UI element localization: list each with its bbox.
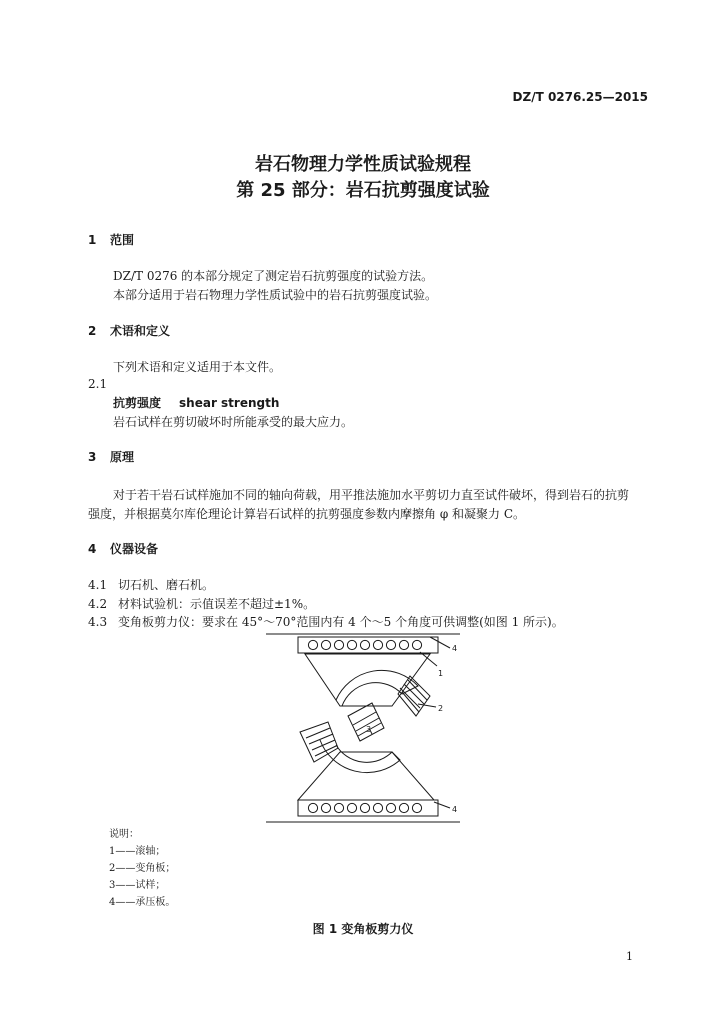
subsection-2-1-number: 2.1 — [88, 377, 108, 391]
top-rollers — [308, 640, 421, 649]
item-text: 切石机、磨石机。 — [118, 578, 215, 592]
section-4-heading — [88, 540, 158, 557]
rock-specimen — [348, 703, 384, 741]
term-definition: 岩石试样在剪切破坏时所能承受的最大应力。 — [113, 415, 354, 429]
item-number: 4.2 — [88, 597, 108, 611]
section-number: 4 — [88, 542, 97, 556]
item-text: 变角板剪力仪：要求在 45°～70°范围内有 4 个～5 个角度可供调整(如图 1 所示)。 — [118, 615, 564, 629]
bottom-bearing-plate — [298, 800, 438, 816]
lower-arc-mount — [320, 740, 400, 773]
page-number: 1 — [626, 950, 633, 963]
term-entry — [113, 394, 279, 411]
legend-item: 1——滚轴； — [109, 846, 166, 857]
figure-legend — [109, 826, 175, 911]
callout-4-bottom: 4 — [452, 805, 458, 814]
section-1-paragraph-1: DZ/T 0276 的本部分规定了测定岩石抗剪强度的试验方法。 — [113, 269, 434, 283]
callout-4-top: 4 — [452, 644, 458, 653]
leader-4-bottom — [434, 802, 450, 808]
page-title-line2: 第 25 部分：岩石抗剪强度试验 — [236, 180, 490, 201]
bottom-rollers — [308, 803, 421, 812]
item-4-1 — [88, 576, 214, 593]
callout-1: 1 — [438, 669, 444, 678]
section-number: 3 — [88, 450, 97, 464]
legend-title: 说明： — [109, 829, 139, 840]
callout-3: 3 — [366, 725, 372, 734]
term-chinese: 抗剪强度 — [113, 396, 162, 410]
section-3-heading — [88, 448, 134, 465]
section-title: 原理 — [110, 450, 135, 464]
section-number: 1 — [88, 233, 97, 247]
term-english: shear strength — [179, 396, 280, 410]
item-number: 4.1 — [88, 578, 108, 592]
section-3-paragraph-line2: 强度，并根据莫尔库伦理论计算岩石试样的抗剪强度参数内摩擦角 φ 和凝聚力 C。 — [88, 507, 526, 521]
page-title-line1: 岩石物理力学性质试验规程 — [255, 154, 471, 175]
section-title: 范围 — [110, 233, 135, 247]
item-4-2 — [88, 595, 315, 612]
top-bearing-plate — [298, 637, 438, 653]
item-4-3 — [88, 613, 564, 630]
shear-apparatus-figure — [260, 630, 470, 830]
callout-2: 2 — [438, 704, 444, 713]
leader-2 — [418, 704, 436, 707]
figure-caption: 图 1 变角板剪力仪 — [312, 922, 414, 936]
legend-item: 4——承压板。 — [109, 897, 176, 908]
leader-4-top — [430, 637, 450, 648]
standard-code: DZ/T 0276.25—2015 — [512, 90, 648, 104]
section-1-paragraph-2: 本部分适用于岩石物理力学性质试验中的岩石抗剪强度试验。 — [113, 288, 438, 302]
legend-item: 2——变角板； — [109, 863, 176, 874]
section-3-paragraph-line1: 对于若干岩石试样施加不同的轴向荷载，用平推法施加水平剪切力直至试件破坏，得到岩石的抗剪 — [113, 488, 630, 502]
lower-sector-hatch — [300, 722, 338, 762]
section-2-heading — [88, 322, 170, 339]
section-title: 术语和定义 — [110, 324, 171, 338]
legend-item: 3——试样； — [109, 880, 166, 891]
section-1-heading — [88, 231, 134, 248]
section-2-paragraph-1: 下列术语和定义适用于本文件。 — [113, 360, 282, 374]
item-number: 4.3 — [88, 615, 108, 629]
section-number: 2 — [88, 324, 97, 338]
item-text: 材料试验机：示值误差不超过±1%。 — [118, 597, 316, 611]
section-title: 仪器设备 — [110, 542, 159, 556]
upper-arc-mount — [336, 670, 418, 706]
